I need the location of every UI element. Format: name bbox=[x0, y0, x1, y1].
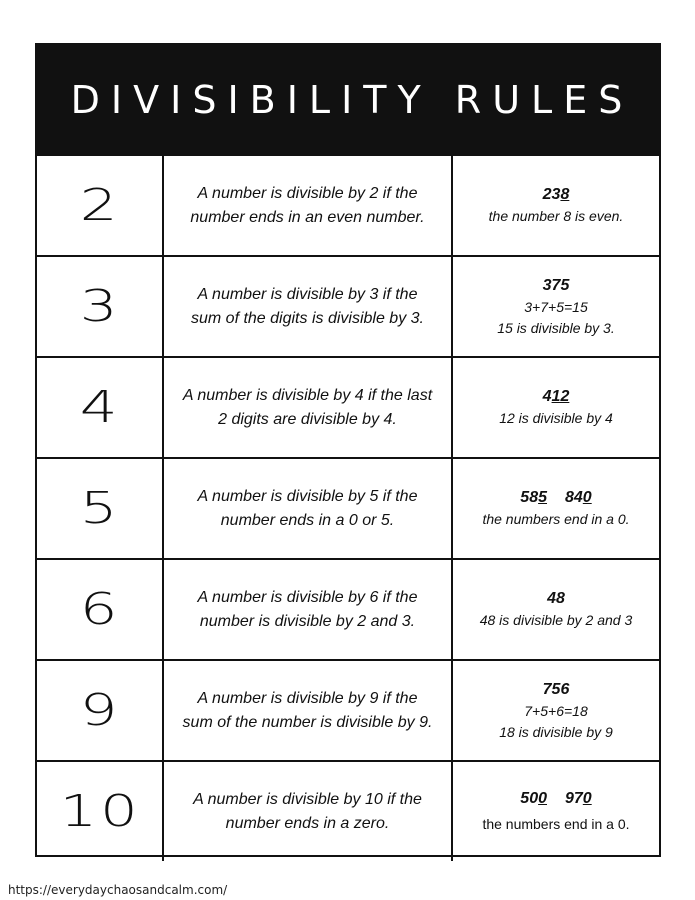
rule-text bbox=[164, 485, 451, 533]
divisor-cell bbox=[37, 256, 163, 357]
example-digits: 756 bbox=[542, 680, 570, 698]
divisibility-chart bbox=[35, 43, 661, 857]
rule-line: number is divisible by 2 and 3. bbox=[199, 612, 416, 630]
example-explanation: 18 is divisible by 9 bbox=[499, 723, 613, 740]
rule-line: number ends in a 0 or 5. bbox=[220, 511, 395, 529]
example-cell bbox=[452, 660, 659, 761]
divisor-number: 9 bbox=[79, 685, 120, 736]
example-digits: 50 bbox=[520, 790, 539, 807]
rule-line: sum of the digits is divisible by 3. bbox=[191, 309, 424, 327]
rules-table bbox=[37, 154, 659, 861]
rule-line: A number is divisible by 2 if the bbox=[197, 184, 418, 202]
example-explanation: 7+5+6=18 bbox=[524, 702, 588, 719]
example-explanation: the numbers end in a 0. bbox=[482, 816, 630, 832]
example-digits-underlined: 0 bbox=[538, 790, 547, 807]
example-explanation: 15 is divisible by 3. bbox=[497, 319, 615, 336]
example-explanation: the numbers end in a 0. bbox=[482, 511, 630, 527]
rule-line: number ends in a zero. bbox=[225, 814, 390, 832]
example-number bbox=[453, 679, 659, 701]
rule-line: A number is divisible by 10 if the bbox=[193, 790, 422, 808]
divisor-cell bbox=[37, 761, 163, 861]
divisor-cell bbox=[37, 155, 163, 256]
divisor-cell bbox=[37, 660, 163, 761]
example-number bbox=[453, 487, 659, 509]
rule-row bbox=[37, 660, 659, 761]
example-digits-underlined: 8 bbox=[560, 186, 570, 203]
divisor-number: 3 bbox=[79, 281, 120, 332]
divisor-number: 2 bbox=[79, 180, 120, 231]
rule-row bbox=[37, 761, 659, 861]
example-digits-underlined: 5 bbox=[538, 489, 547, 506]
page-title: DIVISIBILITY RULES bbox=[70, 77, 634, 122]
rule-text bbox=[164, 586, 451, 634]
example-number bbox=[453, 386, 659, 408]
rule-text bbox=[164, 788, 451, 836]
rule-cell bbox=[163, 155, 452, 256]
rule-cell bbox=[163, 660, 452, 761]
source-url[interactable]: https://everydaychaosandcalm.com/ bbox=[8, 883, 228, 897]
title-banner bbox=[37, 45, 659, 154]
example-digits: 58 bbox=[520, 489, 539, 506]
rule-cell bbox=[163, 559, 452, 660]
example-number bbox=[453, 184, 659, 206]
rule-cell bbox=[163, 357, 452, 458]
example-cell bbox=[452, 559, 659, 660]
example-digits-underlined: 0 bbox=[582, 489, 592, 506]
rule-line: A number is divisible by 5 if the bbox=[197, 487, 418, 505]
example-cell bbox=[452, 256, 659, 357]
rule-line: A number is divisible by 4 if the last bbox=[182, 386, 433, 404]
divisor-number: 4 bbox=[79, 382, 120, 433]
rule-text bbox=[164, 687, 451, 735]
rule-text bbox=[164, 384, 451, 432]
example-explanation: 3+7+5=15 bbox=[524, 298, 588, 315]
example-number bbox=[453, 588, 659, 610]
example-digits-underlined: 0 bbox=[582, 790, 592, 807]
rule-cell bbox=[163, 256, 452, 357]
example-explanation: the number 8 is even. bbox=[488, 208, 624, 224]
example-cell bbox=[452, 761, 659, 861]
rule-text bbox=[164, 182, 451, 230]
divisor-number: 6 bbox=[79, 584, 120, 635]
example-number bbox=[453, 275, 659, 297]
divisor-number: 10 bbox=[59, 786, 140, 837]
divisor-number: 5 bbox=[79, 483, 120, 534]
rule-row bbox=[37, 458, 659, 559]
example-number bbox=[453, 788, 659, 810]
example-cell bbox=[452, 357, 659, 458]
rule-row bbox=[37, 357, 659, 458]
rule-text bbox=[164, 283, 451, 331]
rule-line: A number is divisible by 6 if the bbox=[197, 588, 418, 606]
example-cell bbox=[452, 458, 659, 559]
rule-cell bbox=[163, 458, 452, 559]
example-digits: 375 bbox=[542, 276, 570, 294]
rule-line: A number is divisible by 9 if the bbox=[197, 689, 418, 707]
rule-row bbox=[37, 559, 659, 660]
example-digits-underlined: 12 bbox=[551, 388, 570, 405]
example-explanation: 12 is divisible by 4 bbox=[499, 410, 613, 426]
example-digits: 23 bbox=[542, 186, 561, 203]
rule-line: sum of the number is divisible by 9. bbox=[182, 713, 433, 731]
rule-line: A number is divisible by 3 if the bbox=[197, 285, 418, 303]
example-digits: 48 bbox=[547, 590, 565, 607]
divisor-cell bbox=[37, 559, 163, 660]
example-explanation: 48 is divisible by 2 and 3 bbox=[479, 612, 633, 628]
example-digits: 97 bbox=[565, 790, 583, 807]
rule-cell bbox=[163, 761, 452, 861]
example-cell bbox=[452, 155, 659, 256]
rule-line: number ends in an even number. bbox=[190, 208, 425, 226]
divisor-cell bbox=[37, 458, 163, 559]
example-digits: 84 bbox=[565, 489, 583, 506]
rule-line: 2 digits are divisible by 4. bbox=[218, 410, 397, 428]
divisor-cell bbox=[37, 357, 163, 458]
rule-row bbox=[37, 155, 659, 256]
rule-row bbox=[37, 256, 659, 357]
example-digits: 4 bbox=[542, 388, 552, 405]
